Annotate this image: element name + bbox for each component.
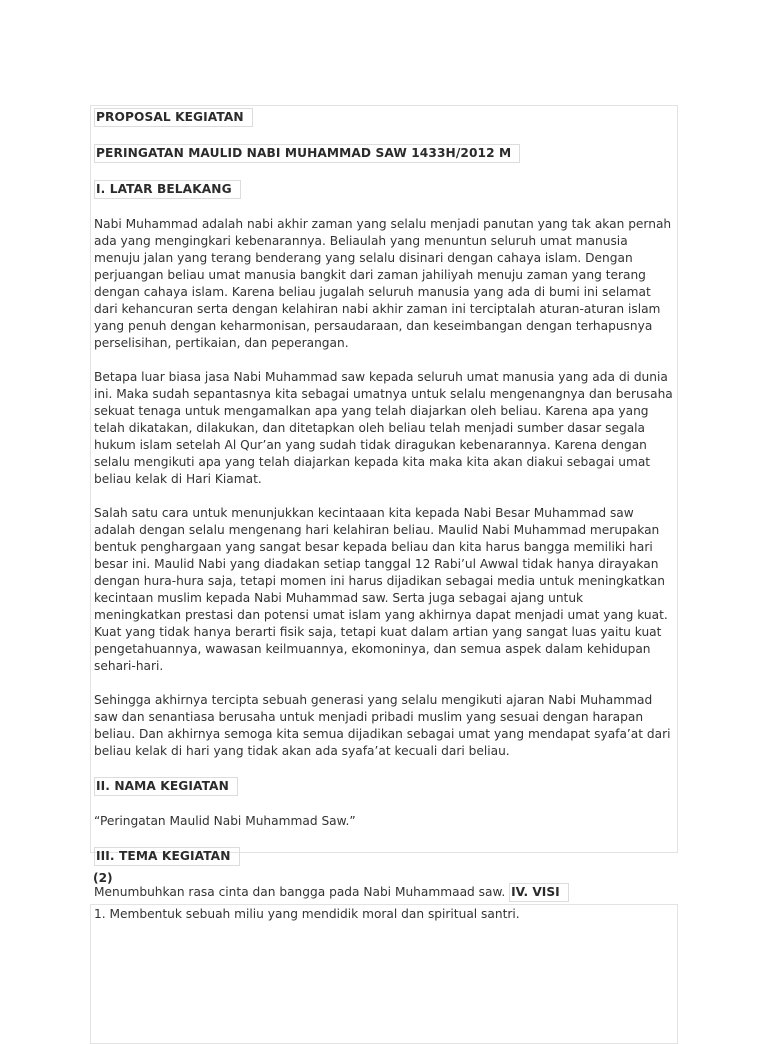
section-heading-nama-kegiatan: II. NAMA KEGIATAN: [94, 777, 238, 796]
section-heading-latar-belakang: I. LATAR BELAKANG: [94, 180, 241, 199]
paragraph: Sehingga akhirnya tercipta sebuah generasi yang selalu mengikuti ajaran Nabi Muhammad saw dan senantiasa berusaha untuk menjadi pribadi muslim yang sesuai dengan harapan beliau. Dan akhirnya semoga kita semua dijadikan sebagai umat yang mendapat syafa’at dari beliau kelak di hari yang tidak akan ada syafa’at kecuali dari beliau.: [94, 693, 671, 758]
event-name: “Peringatan Maulid Nabi Muhammad Saw.”: [94, 814, 356, 828]
document-page-1: [90, 105, 678, 899]
visi-item: 1. Membentuk sebuah miliu yang mendidik moral dan spiritual santri.: [94, 907, 520, 921]
document-title: PROPOSAL KEGIATAN: [94, 108, 253, 127]
section-heading-tema-kegiatan: III. TEMA KEGIATAN: [94, 847, 240, 866]
theme-line: [94, 883, 674, 902]
paragraph: Salah satu cara untuk menunjukkan kecintaaan kita kepada Nabi Besar Muhammad saw adalah dengan selalu mengenang hari kelahiran beliau. Maulid Nabi Muhammad merupakan bentuk penghargaan yang sangat besar kepada beliau dan kita harus bangga memiliki hari besar ini. Maulid Nabi yang diadakan setiap tanggal 12 Rabi’ul Awwal tidak hanya dirayakan dengan hura-hura saja, tetapi momen ini harus dijadikan sebagai media untuk meningkatkan kecintaan muslim kepada Nabi Muhammad saw. Serta juga sebagai ajang untuk meningkatkan prestasi dan potensi umat islam yang akhirnya dapat menjadi umat yang kuat. Kuat yang tidak hanya berarti fisik saja, tetapi kuat dalam artian yang sangat luas yaitu kuat pengetahuannya, wawasan keilmuannya, ekomoninya, dan semua aspek dalam kehidupan sehari-hari.: [94, 506, 668, 673]
paragraph: Nabi Muhammad adalah nabi akhir zaman yang selalu menjadi panutan yang tak akan pernah ada yang mengingkari kebenarannya. Beliaulah yang menuntun seluruh umat manusia menuju jalan yang terang benderang yang selalu disinari dengan cahaya islam. Dengan perjuangan beliau umat manusia bangkit dari zaman jahiliyah menuju zaman yang terang dengan cahaya islam. Karena beliau jugalah seluruh manusia yang ada di bumi ini selamat dari kehancuran serta dengan kelahiran nabi akhir zaman ini terciptalah aturan-aturan islam yang penuh dengan keharmonisan, persaudaraan, dan keseimbangan dengan terhapusnya perselisihan, pertikaian, dan peperangan.: [94, 217, 672, 350]
theme-text: Menumbuhkan rasa cinta dan bangga pada Nabi Muhammaad saw.: [94, 885, 510, 899]
paragraph: Betapa luar biasa jasa Nabi Muhammad saw kepada seluruh umat manusia yang ada di dunia ini. Maka sudah sepantasnya kita sebagai umatnya untuk selalu mengenangnya dan berusaha sekuat tenaga untuk mengamalkan apa yang telah diajarkan oleh beliau. Karena apa yang telah dikatakan, dilakukan, dan ditetapkan oleh beliau telah menjadi sumber dasar segala hukum islam setelah Al Qur’an yang sudah tidak diragukan kebenarannya. Karena dengan selalu mengikuti apa yang telah diajarkan kepada kita maka kita akan diakui sebagai umat beliau kelak di Hari Kiamat.: [94, 370, 673, 486]
document-page-2: [90, 904, 678, 1044]
section-heading-visi: IV. VISI: [509, 883, 569, 902]
page-number: (2): [93, 871, 113, 885]
document-subtitle: PERINGATAN MAULID NABI MUHAMMAD SAW 1433H/2012 M: [94, 144, 520, 163]
